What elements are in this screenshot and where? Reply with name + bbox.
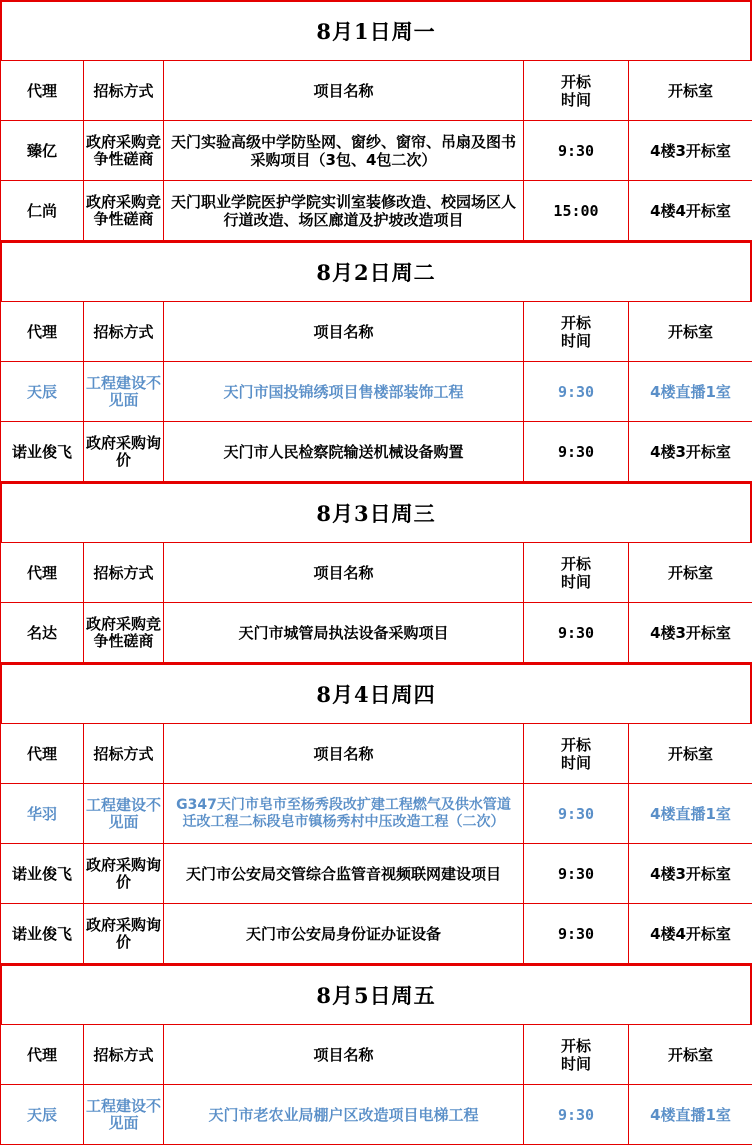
project-cell: 天门市公安局身份证办证设备 — [164, 904, 524, 964]
method-cell: 政府采购竞争性磋商 — [84, 603, 164, 663]
schedule-table — [0, 542, 752, 663]
time-cell: 15:00 — [524, 181, 629, 241]
project-cell: 天门实验高级中学防坠网、窗纱、窗帘、吊扇及图书采购项目（3包、4包二次） — [164, 121, 524, 181]
method-cell: 工程建设不见面 — [84, 784, 164, 844]
header-project: 项目名称 — [164, 543, 524, 603]
header-project: 项目名称 — [164, 302, 524, 362]
method-cell: 政府采购询价 — [84, 422, 164, 482]
header-agent: 代理 — [1, 724, 84, 784]
header-agent: 代理 — [1, 543, 84, 603]
agent-cell: 仁尚 — [1, 181, 84, 241]
header-agent: 代理 — [1, 61, 84, 121]
agent-cell: 诺业俊飞 — [1, 844, 84, 904]
header-row — [1, 302, 752, 362]
method-cell: 工程建设不见面 — [84, 1085, 164, 1145]
method-cell: 工程建设不见面 — [84, 362, 164, 422]
agent-cell: 诺业俊飞 — [1, 904, 84, 964]
table-row — [1, 181, 752, 241]
day-title: 8月3日周三 — [0, 482, 752, 542]
schedule-table — [0, 60, 752, 241]
header-method: 招标方式 — [84, 724, 164, 784]
time-cell: 9:30 — [524, 844, 629, 904]
day-block — [0, 241, 752, 482]
room-cell: 4楼4开标室 — [629, 181, 752, 241]
time-cell: 9:30 — [524, 1085, 629, 1145]
room-cell: 4楼4开标室 — [629, 904, 752, 964]
header-room: 开标室 — [629, 61, 752, 121]
time-cell: 9:30 — [524, 422, 629, 482]
method-cell: 政府采购竞争性磋商 — [84, 121, 164, 181]
header-project: 项目名称 — [164, 1025, 524, 1085]
agent-cell: 臻亿 — [1, 121, 84, 181]
header-room: 开标室 — [629, 1025, 752, 1085]
project-cell: 天门市城管局执法设备采购项目 — [164, 603, 524, 663]
header-method: 招标方式 — [84, 302, 164, 362]
time-cell: 9:30 — [524, 784, 629, 844]
header-room: 开标室 — [629, 543, 752, 603]
header-project: 项目名称 — [164, 724, 524, 784]
table-row — [1, 121, 752, 181]
agent-cell: 诺业俊飞 — [1, 422, 84, 482]
table-row — [1, 844, 752, 904]
agent-cell: 天辰 — [1, 1085, 84, 1145]
room-cell: 4楼3开标室 — [629, 603, 752, 663]
header-time: 开标 时间 — [524, 724, 629, 784]
time-cell: 9:30 — [524, 904, 629, 964]
time-cell: 9:30 — [524, 121, 629, 181]
room-cell: 4楼3开标室 — [629, 422, 752, 482]
agent-cell: 华羽 — [1, 784, 84, 844]
header-agent: 代理 — [1, 1025, 84, 1085]
header-row — [1, 1025, 752, 1085]
table-row-live — [1, 784, 752, 844]
project-cell: 天门市公安局交管综合监管音视频联网建设项目 — [164, 844, 524, 904]
day-block — [0, 964, 752, 1145]
header-time: 开标 时间 — [524, 543, 629, 603]
schedule-table — [0, 723, 752, 964]
room-cell: 4楼3开标室 — [629, 844, 752, 904]
header-agent: 代理 — [1, 302, 84, 362]
header-time: 开标 时间 — [524, 1025, 629, 1085]
project-cell: 天门市人民检察院输送机械设备购置 — [164, 422, 524, 482]
header-method: 招标方式 — [84, 1025, 164, 1085]
room-cell: 4楼直播1室 — [629, 362, 752, 422]
method-cell: 政府采购询价 — [84, 844, 164, 904]
project-cell: 天门职业学院医护学院实训室装修改造、校园场区人行道改造、场区廊道及护坡改造项目 — [164, 181, 524, 241]
header-time: 开标 时间 — [524, 61, 629, 121]
schedule-table — [0, 301, 752, 482]
room-cell: 4楼3开标室 — [629, 121, 752, 181]
method-cell: 政府采购竞争性磋商 — [84, 181, 164, 241]
header-time: 开标 时间 — [524, 302, 629, 362]
day-title: 8月1日周一 — [0, 0, 752, 60]
day-block — [0, 663, 752, 964]
schedule-table — [0, 1024, 752, 1145]
time-cell: 9:30 — [524, 362, 629, 422]
table-row-live — [1, 362, 752, 422]
project-cell: 天门市老农业局棚户区改造项目电梯工程 — [164, 1085, 524, 1145]
project-cell: 天门市国投锦绣项目售楼部装饰工程 — [164, 362, 524, 422]
room-cell: 4楼直播1室 — [629, 784, 752, 844]
time-cell: 9:30 — [524, 603, 629, 663]
header-method: 招标方式 — [84, 543, 164, 603]
agent-cell: 名达 — [1, 603, 84, 663]
day-title: 8月4日周四 — [0, 663, 752, 723]
header-room: 开标室 — [629, 724, 752, 784]
table-row-live — [1, 1085, 752, 1145]
table-row — [1, 422, 752, 482]
table-row — [1, 904, 752, 964]
header-row — [1, 543, 752, 603]
header-method: 招标方式 — [84, 61, 164, 121]
room-cell: 4楼直播1室 — [629, 1085, 752, 1145]
agent-cell: 天辰 — [1, 362, 84, 422]
project-cell: G347天门市皂市至杨秀段改扩建工程燃气及供水管道迁改工程二标段皂市镇杨秀村中压改造工程（二次） — [164, 784, 524, 844]
header-row — [1, 724, 752, 784]
day-block — [0, 0, 752, 241]
header-row — [1, 61, 752, 121]
day-block — [0, 482, 752, 663]
header-project: 项目名称 — [164, 61, 524, 121]
day-title: 8月2日周二 — [0, 241, 752, 301]
method-cell: 政府采购询价 — [84, 904, 164, 964]
day-title: 8月5日周五 — [0, 964, 752, 1024]
header-room: 开标室 — [629, 302, 752, 362]
table-row — [1, 603, 752, 663]
